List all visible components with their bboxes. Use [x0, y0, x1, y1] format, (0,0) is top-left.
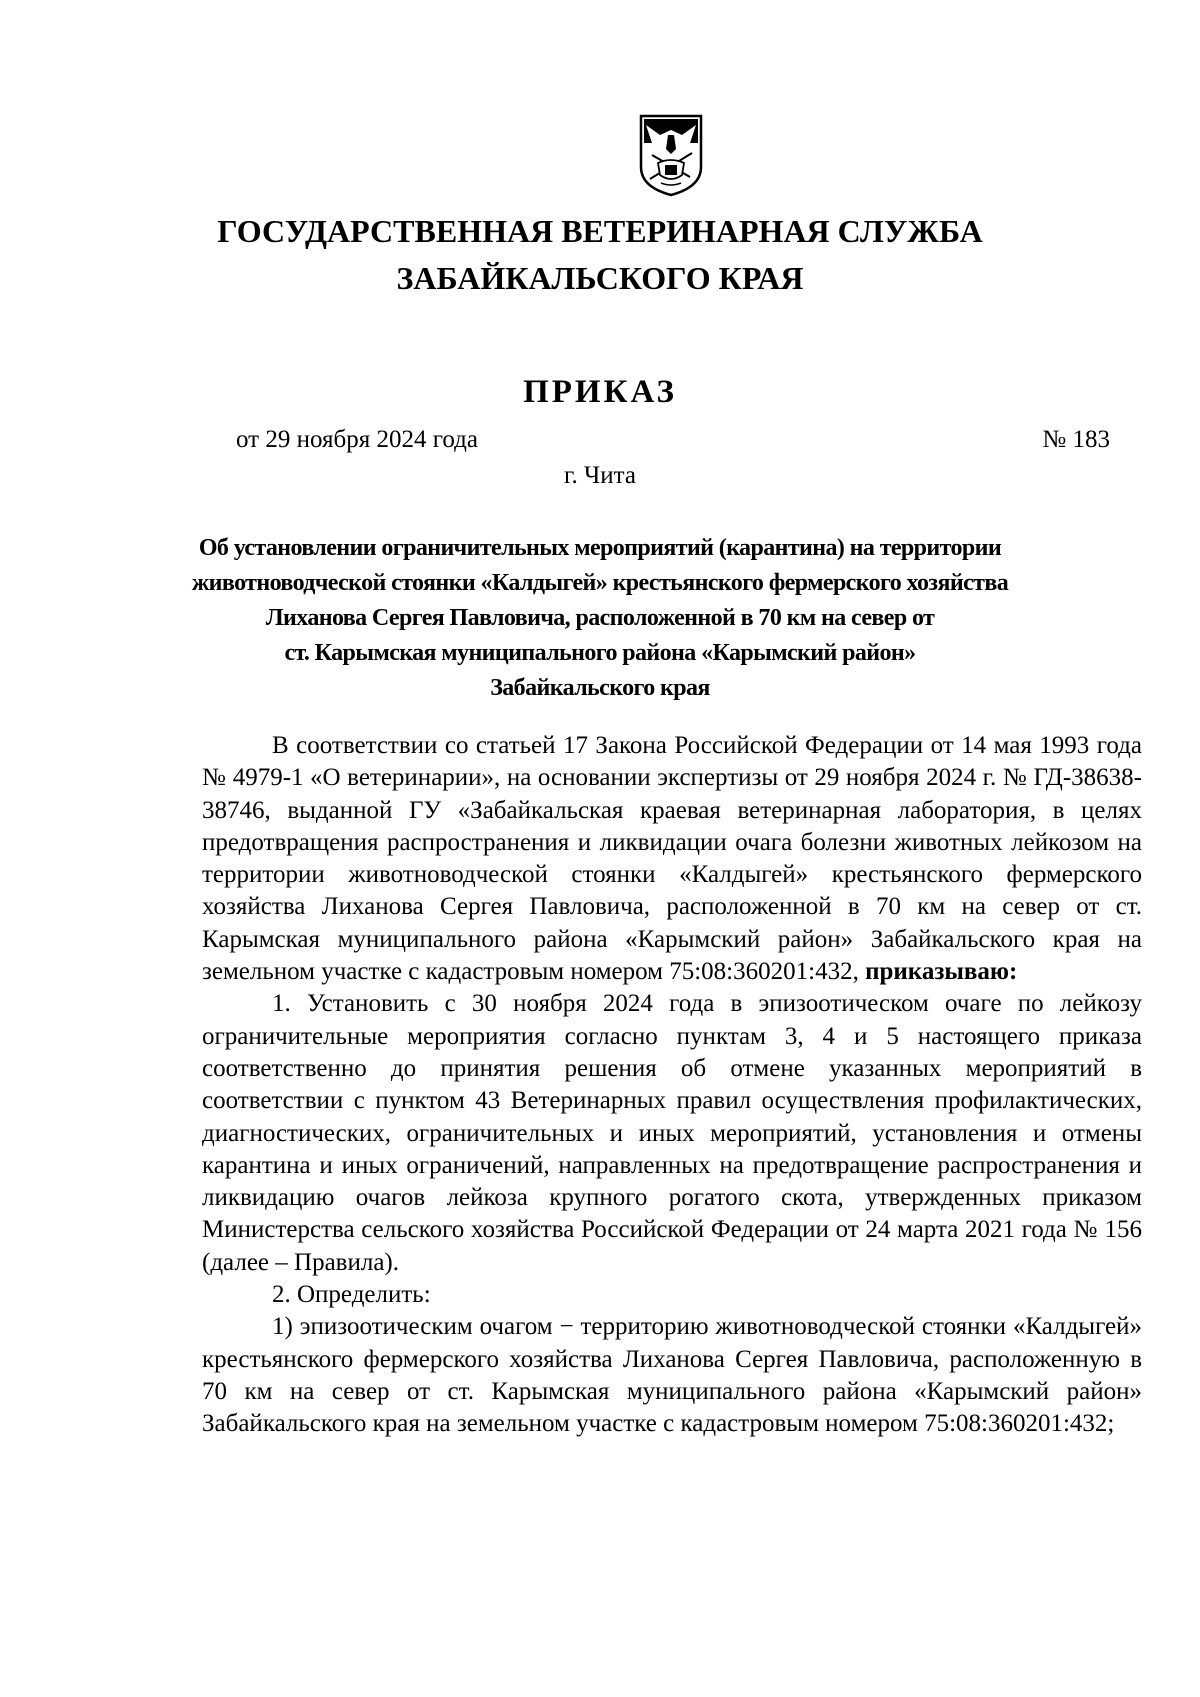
preamble-paragraph [202, 730, 1142, 988]
preamble-text: В соответствии со статьей 17 Закона Российской Федерации от 14 мая 1993 года № 4979-1 «О ветеринарии», на основании экспертизы от 29 ноября 2024 г. № ГД-38638-38746, выданной ГУ «Забайкальская краевая ветеринарная лаборатория, в целях предотвращения распространения и ликвидации очага болезни животных лейкозом на территории животноводческой стоянки «Калдыгей» крестьянского фермерского хозяйства Лиханова Сергея Павловича, расположенной в 70 км на север от ст. Карымская муниципального района «Карымский район» Забайкальского края на земельном участке с кадастровым номером 75:08:360201:432, [202, 732, 1142, 986]
paragraph-1: 1. Установить с 30 ноября 2024 года в эпизоотическом очаге по лейкозу ограничительные мероприятия согласно пунктам 3, 4 и 5 настоящего приказа соответственно до принятия решения об отмене указанных мероприятий в соответствии с пунктом 43 Ветеринарных правил осуществления профилактических, диагностических, ограничительных и иных мероприятий, установления и отмены карантина и иных ограничений, направленных на предотвращение распространения и ликвидацию очагов лейкоза крупного рогатого скота, утвержденных приказом Министерства сельского хозяйства Российской Федерации от 24 марта 2021 года № 156 (далее – Правила). [202, 990, 1142, 1276]
subject-line: животноводческой стоянки «Калдыгей» крестьянского фермерского хозяйства [191, 570, 1009, 596]
order-date: от 29 ноября 2024 года [236, 426, 478, 453]
order-word: приказываю: [865, 958, 1018, 986]
paragraph-2: 2. Определить: [272, 1281, 431, 1309]
agency-name [0, 208, 1200, 302]
subject-line: Об установлении ограничительных мероприятий (карантина) на территории [198, 535, 1002, 561]
subject-line: Забайкальского края [490, 675, 710, 701]
subject-line: ст. Карымская муниципального района «Карымский район» [284, 640, 916, 666]
paragraph-2-item-1: 1) эпизоотическим очагом − территорию животноводческой стоянки «Калдыгей» крестьянского фермерского хозяйства Лиханова Сергея Павловича, расположенную в 70 км на север от ст. Карымская муниципального района «Карымский район» Забайкальского края на земельном участке с кадастровым номером 75:08:360201:432; [202, 1313, 1142, 1438]
order-subject [0, 531, 1200, 706]
order-body [202, 730, 1142, 1441]
agency-name-line-1: ГОСУДАРСТВЕННАЯ ВЕТЕРИНАРНАЯ СЛУЖБА [217, 213, 983, 249]
subject-line: Лиханова Сергея Павловича, расположенной в 70 км на север от [265, 605, 935, 631]
coat-of-arms-icon [638, 113, 704, 197]
agency-name-line-2: ЗАБАЙКАЛЬСКОГО КРАЯ [396, 260, 804, 296]
order-title: ПРИКАЗ [523, 374, 677, 410]
order-city: г. Чита [564, 462, 636, 489]
order-number: № 183 [1042, 426, 1110, 453]
